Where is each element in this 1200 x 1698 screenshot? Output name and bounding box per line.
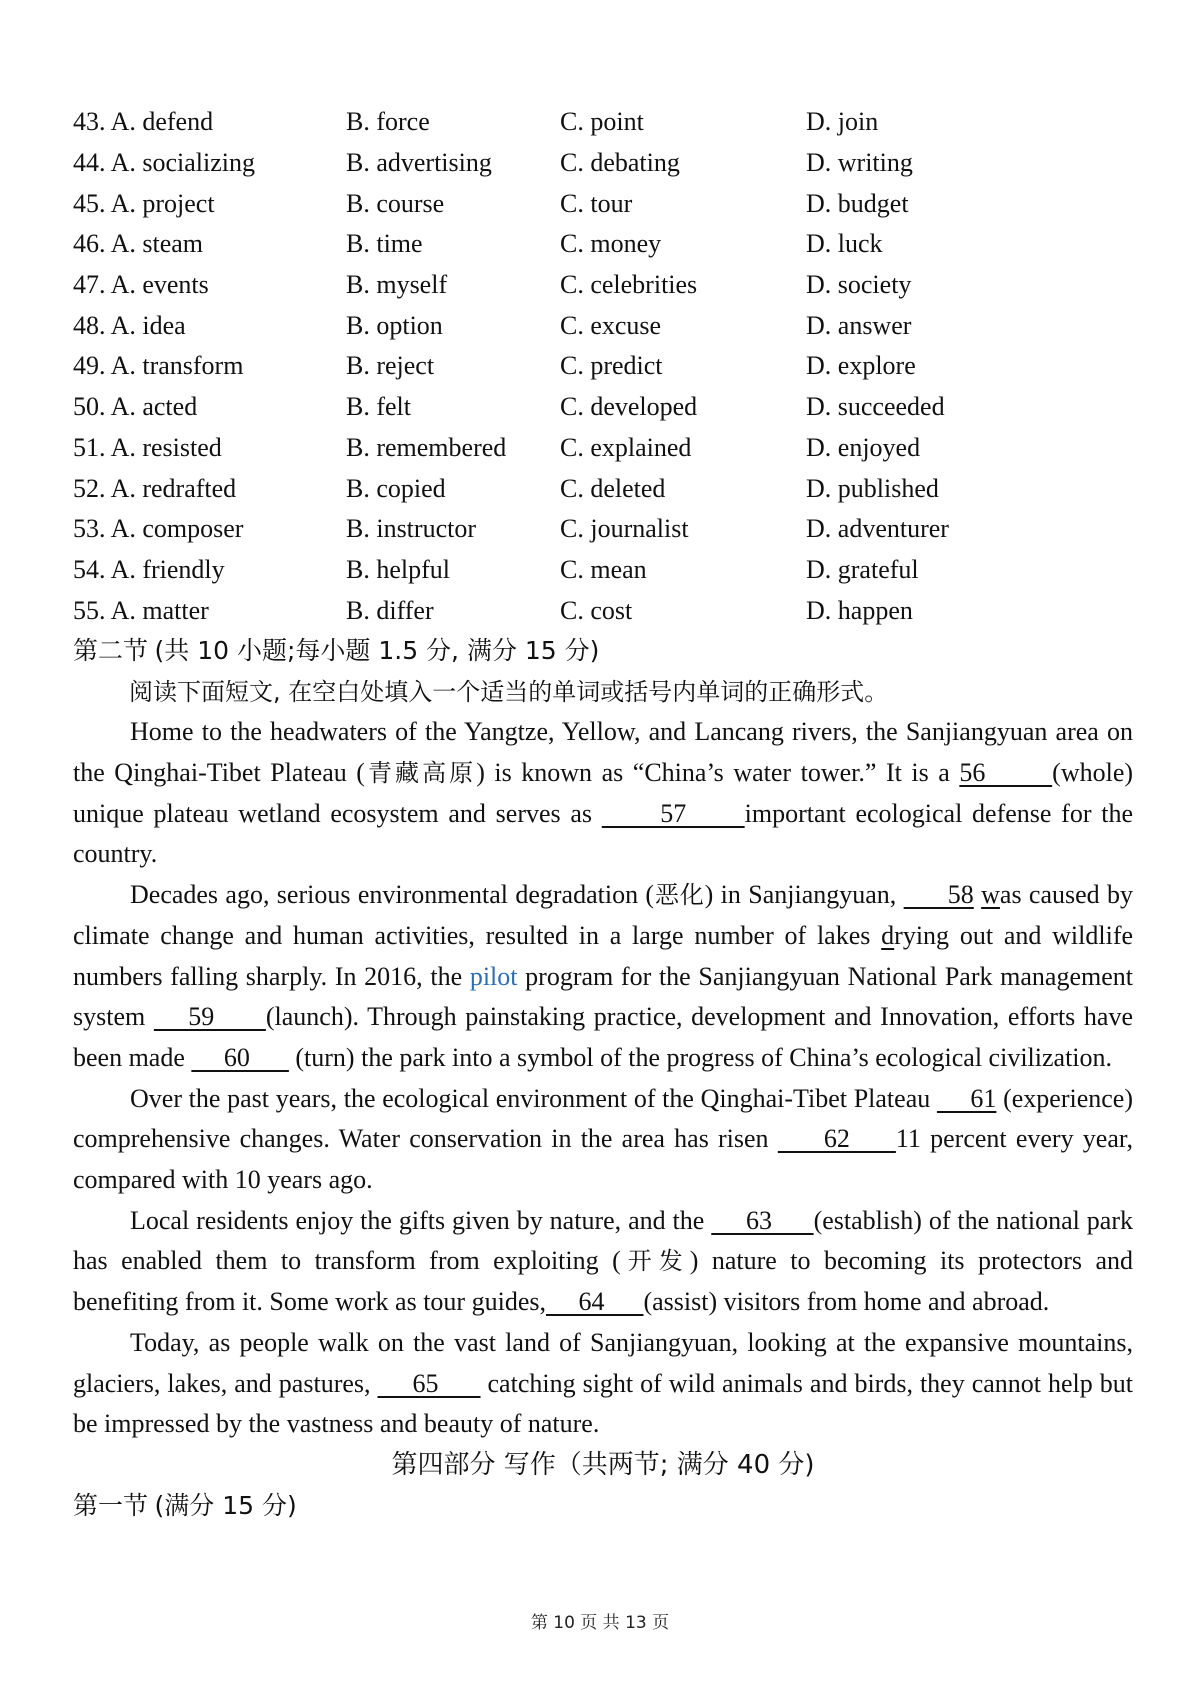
- option-row: [73, 183, 1133, 224]
- blank-60: 60: [191, 1042, 289, 1072]
- options-table: [73, 102, 1133, 631]
- option-a: A. socializing: [110, 148, 255, 178]
- option-b: B. remembered: [346, 432, 507, 462]
- option-b: B. reject: [346, 351, 435, 381]
- page-footer: 第 10 页 共 13 页: [530, 1613, 670, 1633]
- option-a: A. matter: [110, 595, 209, 625]
- option-row: [73, 387, 1133, 428]
- question-number: 45.: [73, 188, 106, 218]
- chinese-gloss: 恶化: [654, 881, 705, 910]
- option-row: [73, 265, 1133, 306]
- option-c: C. predict: [560, 351, 663, 381]
- blank-59: 59: [153, 1002, 266, 1032]
- option-a: A. acted: [110, 392, 198, 422]
- passage-paragraph: Over the past years, the ecological environment of the Qinghai-Tibet Plateau 61 (experience) comprehensive changes. Water conservation in the area has risen 62 11 percent every year, compared with 10 years ago.: [73, 1083, 1133, 1195]
- option-c: C. point: [560, 107, 644, 137]
- option-a: A. steam: [110, 229, 203, 259]
- option-c: C. debating: [560, 148, 680, 178]
- option-b: B. myself: [346, 270, 448, 300]
- blank-56: 56: [959, 758, 1053, 788]
- question-number: 54.: [73, 554, 106, 584]
- option-c: C. celebrities: [560, 270, 698, 300]
- question-number: 53.: [73, 514, 106, 544]
- question-number: 46.: [73, 229, 106, 259]
- option-b: B. force: [346, 107, 430, 137]
- option-d: D. succeeded: [806, 392, 945, 422]
- option-a: A. friendly: [110, 554, 225, 584]
- option-a: A. transform: [110, 351, 244, 381]
- option-a: A. resisted: [110, 432, 222, 462]
- passage-paragraph: Local residents enjoy the gifts given by nature, and the 63 (establish) of the national park has enabled them to transform from exploiting (开发) nature to becoming its protectors and benefiting from it. Some work as tour guides, 64 (assist) visitors from home and abroad.: [73, 1205, 1134, 1317]
- blank-61: 61: [936, 1083, 997, 1113]
- option-row: [73, 468, 1133, 509]
- option-d: D. writing: [806, 148, 913, 178]
- option-b: B. helpful: [346, 554, 450, 584]
- option-d: D. budget: [806, 188, 909, 218]
- option-d: D. published: [806, 473, 939, 503]
- blank-58: 58: [903, 880, 974, 910]
- chinese-gloss: 青藏高原: [364, 759, 477, 788]
- question-number: 49.: [73, 351, 106, 381]
- chinese-gloss: 开发: [620, 1247, 690, 1276]
- option-d: D. enjoyed: [806, 432, 921, 462]
- option-a: A. defend: [110, 107, 214, 137]
- section-scoring: (满分 15 分): [154, 1490, 297, 1520]
- option-c: C. mean: [560, 554, 647, 584]
- option-b: B. time: [346, 229, 423, 259]
- option-c: C. money: [560, 229, 662, 259]
- option-b: B. instructor: [346, 514, 476, 544]
- option-c: C. excuse: [560, 310, 662, 340]
- option-d: D. society: [806, 270, 912, 300]
- question-number: 55.: [73, 595, 106, 625]
- option-row: [73, 305, 1133, 346]
- option-row: [73, 102, 1133, 143]
- option-c: C. journalist: [560, 514, 689, 544]
- question-number: 52.: [73, 473, 106, 503]
- section-title: 第一节: [73, 1490, 149, 1520]
- option-d: D. grateful: [806, 554, 919, 584]
- option-d: D. explore: [806, 351, 916, 381]
- option-row: [73, 346, 1133, 387]
- section-scoring: (共 10 小题;每小题 1.5 分, 满分 15 分): [154, 635, 600, 665]
- blank-65: 65: [377, 1368, 481, 1398]
- option-a: A. idea: [110, 310, 186, 340]
- section-heading: [73, 1486, 1133, 1527]
- option-c: C. developed: [560, 392, 698, 422]
- section-instruction: 阅读下面短文, 在空白处填入一个适当的单词或括号内单词的正确形式。: [129, 677, 889, 706]
- option-a: A. events: [110, 270, 209, 300]
- question-number: 44.: [73, 148, 106, 178]
- blank-62: 62: [777, 1124, 896, 1154]
- question-number: 48.: [73, 310, 106, 340]
- option-b: B. option: [346, 310, 443, 340]
- option-d: D. answer: [806, 310, 912, 340]
- option-row: [73, 143, 1133, 184]
- section-title: 第二节: [73, 635, 149, 665]
- passage-paragraph: Home to the headwaters of the Yangtze, Yellow, and Lancang rivers, the Sanjiangyuan area on the Qinghai-Tibet Plateau (青藏高原) is known as “China’s water tower.” It is a 56 (whole) unique plateau wetland ecosystem and serves as 57 important ecological defense for the country.: [73, 717, 1134, 869]
- option-row: [73, 428, 1133, 469]
- question-number: 43.: [73, 107, 106, 137]
- question-number: 47.: [73, 270, 106, 300]
- option-row: [73, 590, 1133, 631]
- option-c: C. explained: [560, 432, 692, 462]
- exam-page: [73, 102, 1133, 1526]
- option-d: D. join: [806, 107, 879, 137]
- blank-64: 64: [545, 1287, 644, 1317]
- option-row: [73, 509, 1133, 550]
- blank-57: 57: [601, 798, 745, 828]
- option-c: C. deleted: [560, 473, 666, 503]
- option-row: [73, 550, 1133, 591]
- option-c: C. tour: [560, 188, 633, 218]
- option-d: D. adventurer: [806, 514, 949, 544]
- option-d: D. luck: [806, 229, 883, 259]
- passage-paragraph: Today, as people walk on the vast land of Sanjiangyuan, looking at the expansive mountains, glaciers, lakes, and pastures, 65 catching sight of wild animals and birds, they cannot help but be impressed by the vastness and beauty of nature.: [73, 1327, 1133, 1439]
- option-row: [73, 224, 1133, 265]
- pilot-link[interactable]: pilot: [469, 961, 518, 991]
- option-b: B. course: [346, 188, 445, 218]
- option-c: C. cost: [560, 595, 633, 625]
- option-b: B. felt: [346, 392, 411, 422]
- question-number: 50.: [73, 392, 106, 422]
- blank-63: 63: [711, 1205, 814, 1235]
- option-b: B. copied: [346, 473, 446, 503]
- question-number: 51.: [73, 432, 106, 462]
- option-b: B. differ: [346, 595, 434, 625]
- option-a: A. redrafted: [110, 473, 237, 503]
- passage-paragraph: Decades ago, serious environmental degradation (恶化) in Sanjiangyuan, 58 was caused by climate change and human activities, resulted in a large number of lakes drying out and wildlife numbers falling sharply. In 2016, the pilot program for the Sanjiangyuan National Park management system 59 (launch). Through painstaking practice, development and Innovation, efforts have been made 60 (turn) the park into a symbol of the progress of China’s ecological civilization.: [73, 880, 1134, 1072]
- section-heading: [73, 631, 1133, 672]
- option-d: D. happen: [806, 595, 913, 625]
- part-title: 第四部分 写作（共两节; 满分 40 分): [391, 1449, 815, 1480]
- option-a: A. project: [110, 188, 215, 218]
- option-a: A. composer: [110, 514, 244, 544]
- option-b: B. advertising: [346, 148, 492, 178]
